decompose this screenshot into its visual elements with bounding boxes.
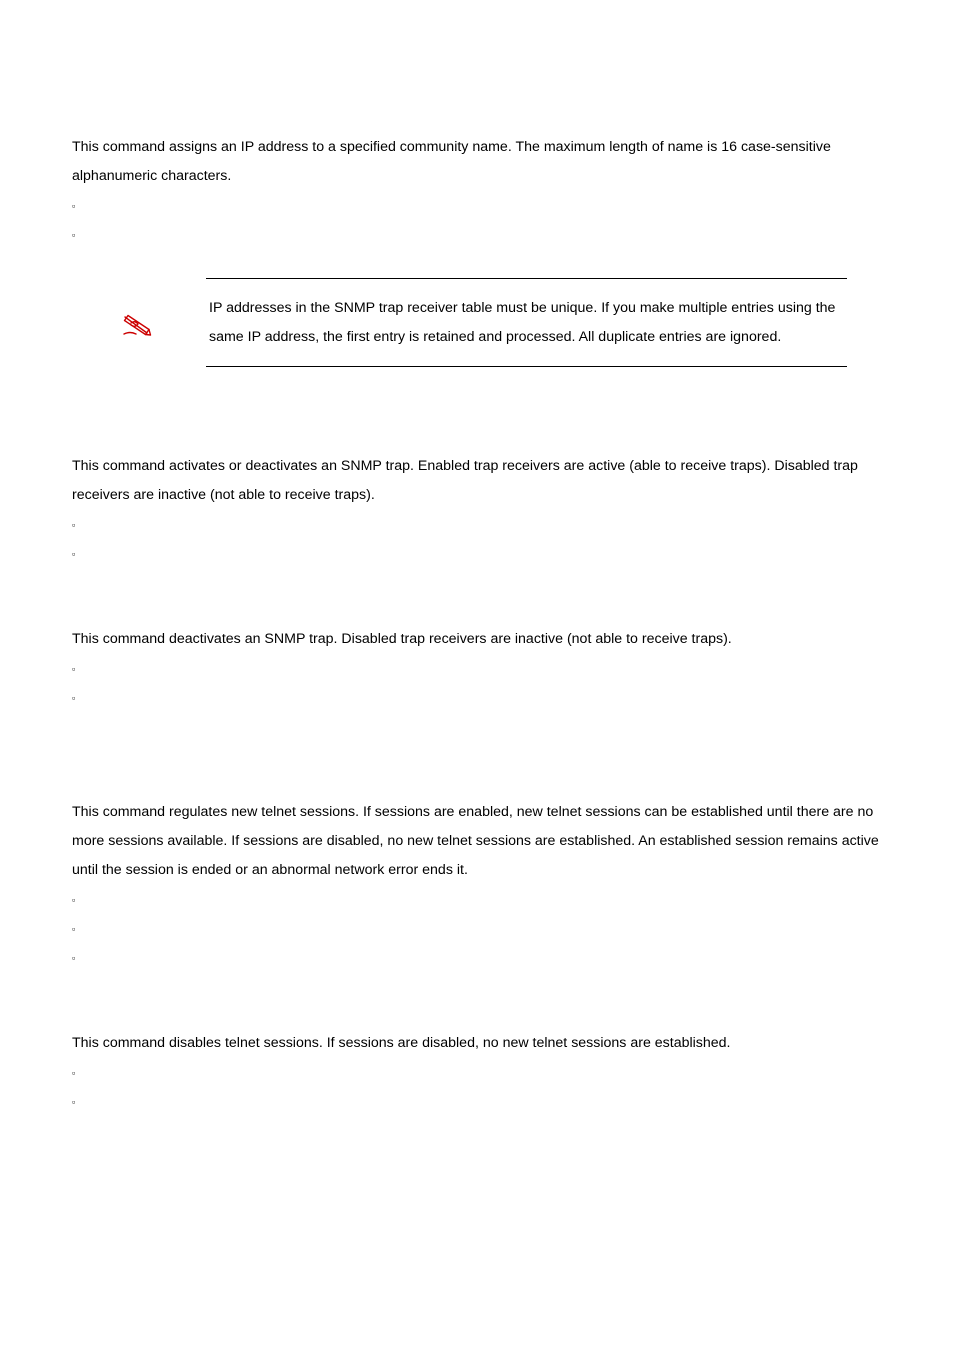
note-text: IP addresses in the SNMP trap receiver table must be unique. If you make multiple entries using the same IP address, the first entry is retained and processed. All duplicate entries are ignored. xyxy=(209,300,836,345)
section-paragraph-snmp-trap-mode: This command activates or deactivates an SNMP trap. Enabled trap receivers are active (able to receive traps). Disabled trap receivers are inactive (not able to receive traps). xyxy=(72,458,858,503)
list-bullet: ▫ xyxy=(72,664,76,674)
note-top-rule xyxy=(206,278,847,279)
note-bottom-rule xyxy=(206,366,847,367)
list-bullet: ▫ xyxy=(72,1097,76,1107)
section-paragraph-no-telnet-sessions: This command disables telnet sessions. If sessions are disabled, no new telnet sessions are established. xyxy=(72,1035,731,1051)
note-pencil-icon xyxy=(122,314,152,336)
list-bullet: ▫ xyxy=(72,693,76,703)
section-paragraph-snmp-trap-ip: This command assigns an IP address to a specified community name. The maximum length of name is 16 case-sensitive alphanumeric characters. xyxy=(72,139,831,184)
list-bullet: ▫ xyxy=(72,1068,76,1078)
list-bullet: ▫ xyxy=(72,549,76,559)
list-bullet: ▫ xyxy=(72,953,76,963)
list-bullet: ▫ xyxy=(72,924,76,934)
list-bullet: ▫ xyxy=(72,230,76,240)
section-paragraph-telnet-sessions: This command regulates new telnet sessions. If sessions are enabled, new telnet sessions can be established until there are no more sessions available. If sessions are disabled, no new telnet sessions are established. An established session remains active until the session is ended or an abnormal network error ends it. xyxy=(72,804,879,878)
section-paragraph-no-snmp-trap-mode: This command deactivates an SNMP trap. Disabled trap receivers are inactive (not able to receive traps). xyxy=(72,631,732,647)
list-bullet: ▫ xyxy=(72,895,76,905)
list-bullet: ▫ xyxy=(72,520,76,530)
list-bullet: ▫ xyxy=(72,201,76,211)
